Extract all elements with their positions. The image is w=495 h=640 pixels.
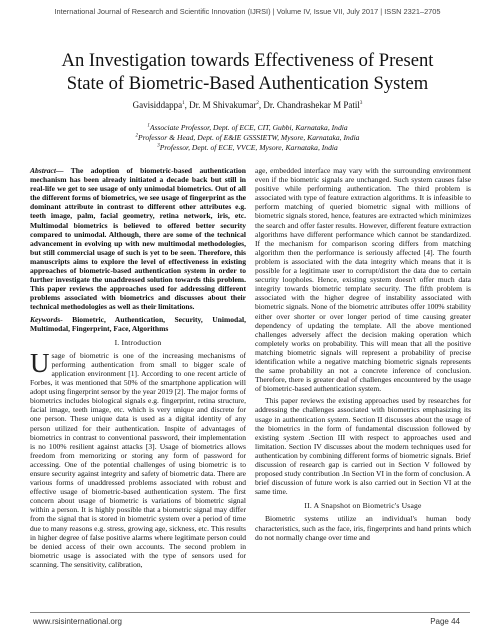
drop-cap: U <box>30 347 50 378</box>
body-paragraph: This paper reviews the existing approaches used by researches for addressing the challenges associated with biometrics emphasizing its usage in authentication system. Section II discusses about the usage of the biometrics in the form of fundamental discussion followed by existing system .Section III with respect to approaches used and limitation. Section IV discusses about the modern techniques used for authentication by combining different forms of biometric signals. Brief discussion of research gap is carried out in Section V followed by proposed study contribution .In Section VI in the form of conclusion. A brief discussion of future work is also carried out in Section VI at the same time. <box>255 396 471 497</box>
abstract-text: The adoption of biometric-based authentication mechanism has been already initiated a decade back but still in real-life we get to see usage of only unimodal biometrics. Out of all the different forms of biometrics, we see usage of fingerprint as the dominant attribute in contrast to different other attributes e.g. teeth image, palm, facial geometry, retina network, iris, etc. Multimodal biometrics is believed to offered better security compared to unimodal. Although, there are some of the technical advancement in evolving up with new multimodal methodologies, but still commercial usage of such is yet to be seen. Therefore, this manuscripts aims to explore the level of effectiveness in existing approaches of biometric-based authentication system in order to further investigate the unaddressed solution towards this problem. This paper reviews the approaches used for addressing different problems associated with biometrics and discusses about their technical methodologies as well as their limitations. <box>30 166 246 312</box>
left-column <box>30 166 246 572</box>
author-superscript: 3 <box>359 101 363 106</box>
affiliation <box>20 133 475 142</box>
affiliation-superscript: 2 <box>135 133 139 139</box>
affiliation-text: Professor, Dept. of ECE, VVCE, Mysore, Karnataka, India <box>159 143 338 152</box>
paper-title <box>20 49 475 95</box>
title-line-1: An Investigation towards Effectiveness of Present <box>61 50 434 71</box>
affiliation-superscript: 3 <box>157 143 160 149</box>
title-line-2: State of Biometric-Based Authentication System <box>66 73 429 94</box>
affiliation-text: Professor & Head, Dept. of E&IE GSSSIETW, Mysore, Karnataka, India <box>138 133 360 142</box>
abstract-label: Abstract— <box>30 166 64 175</box>
section-heading-introduction: I. Introduction <box>114 337 162 347</box>
right-column <box>255 166 471 545</box>
footer-divider <box>30 612 470 613</box>
keywords-text: Biometric, Authentication, Security, Unimodal, Multimodal, Fingerprint, Face, Algorithms <box>30 314 246 333</box>
author-superscript: 2 <box>256 101 259 106</box>
author-name: M Shivakumar <box>202 100 257 110</box>
author-name: Chandrashekar M Patil <box>276 100 360 110</box>
body-paragraph: age, embedded interface may vary with the surrounding environment even if the biometric signals are unchanged. Such system causes false positive while performing authentication. The third problem is associated with type of feature extraction algorithms. It is infeasible to perform matching of queried biometric signal with millions of biometric signals stored, hence, features are extracted which minimizes the search and offer faster results. However, different feature extraction algorithms have different performance which cannot be standardized. If the mechanism for comparison scoring differs from matching algorithm then the performance is seriously affected [4]. The fourth problem is associated with the data integrity which means that it is possible for a legitimate user to corrupt/distort the data due to certain security loopholes. Hence, existing system doesn't offer much data integrity towards biometric template security. The fifth problem is associated with the higher degree of instability associated with biometric signals. None of the biometric attributes offer 100% stability either over shorter or over longer period of time causing greater dependency of updating the template. All the above mentioned challenges adversely affect the decision making operation which completely works on probability. This will mean that all the positive matching biometric signals will represent a probability of precise identification while a negative matching biometric signals represents the same probability an not a concrete inference of conclusion. Therefore, there is greater deal of challenges encountered by the usage of biometric-based authentication system. <box>255 166 471 394</box>
abstract <box>30 166 246 312</box>
author-superscript: 1 <box>182 101 185 106</box>
keywords <box>30 315 246 333</box>
footer-website-link[interactable]: www.rsisinternational.org <box>33 617 122 626</box>
affiliation <box>20 123 475 132</box>
journal-header: International Journal of Research and Scientific Innovation (IJRSI) | Volume IV, Issue VII, July 2017 | ISSN 2321–2705 <box>54 7 441 16</box>
footer-page-number: Page 44 <box>430 617 460 626</box>
author-list <box>20 100 475 110</box>
intro-text: sage of biometric is one of the increasing mechanisms of performing authentication from small to bigger scale of application environment [1]. According to one recent article of Forbes, it was mentioned that 50% of the smartphone application will adopt using fingerprint sensor by the year 2019 [2]. The major forms of biometrics includes biological signals e.g. fingerprint, retina structure, facial image, teeth image, etc. which is very unique and discrete for one person. These unique data is used as a digital identity of any person utilized for their authentication. Inspite of advantages of biometrics in contrast to conventional password, their implementation is no 100% resilient against attacks [3]. Usage of biometrics allows freedom from memorizing or storing any form of password for accessing. One of the potential challenges of using biometric is to ensure security against integrity and safety of biometric data. There are various forms of unaddressed problems associated with robust and effective usage of biometric-based authentication system. The first concern about usage of biometric is variations of biometric signal within a person. It is highly possible that a biometric signal may differ from the signal that is stored in biometric system over a period of time due to many reasons e.g. stress, growing age, sickness, etc. This results in higher degree of false positive alarms where legitimate person could be denied access of their own accounts. The second problem in biometric usage is associated with the type of sensors used for scanning. The sensitivity, calibration, <box>30 350 246 569</box>
affiliation-superscript: 1 <box>147 123 150 129</box>
author-separator: , Dr. <box>184 100 203 110</box>
affiliation-text: Associate Professor, Dept. of ECE, CIT, Gubbi, Karnataka, India <box>149 123 348 132</box>
author-name: Gavisiddappa <box>132 100 183 110</box>
section-heading-snapshot: II. A Snapshot on Biometric's Usage <box>304 501 422 511</box>
author-separator: , Dr. <box>258 100 277 110</box>
affiliation <box>20 143 475 152</box>
body-paragraph: Biometric systems utilize an individual's human body characteristics, such as the face, iris, fingerprints and hand prints which do not normally change over time and <box>255 514 471 542</box>
keywords-label: Keywords- <box>30 314 63 324</box>
intro-paragraph <box>30 347 246 569</box>
